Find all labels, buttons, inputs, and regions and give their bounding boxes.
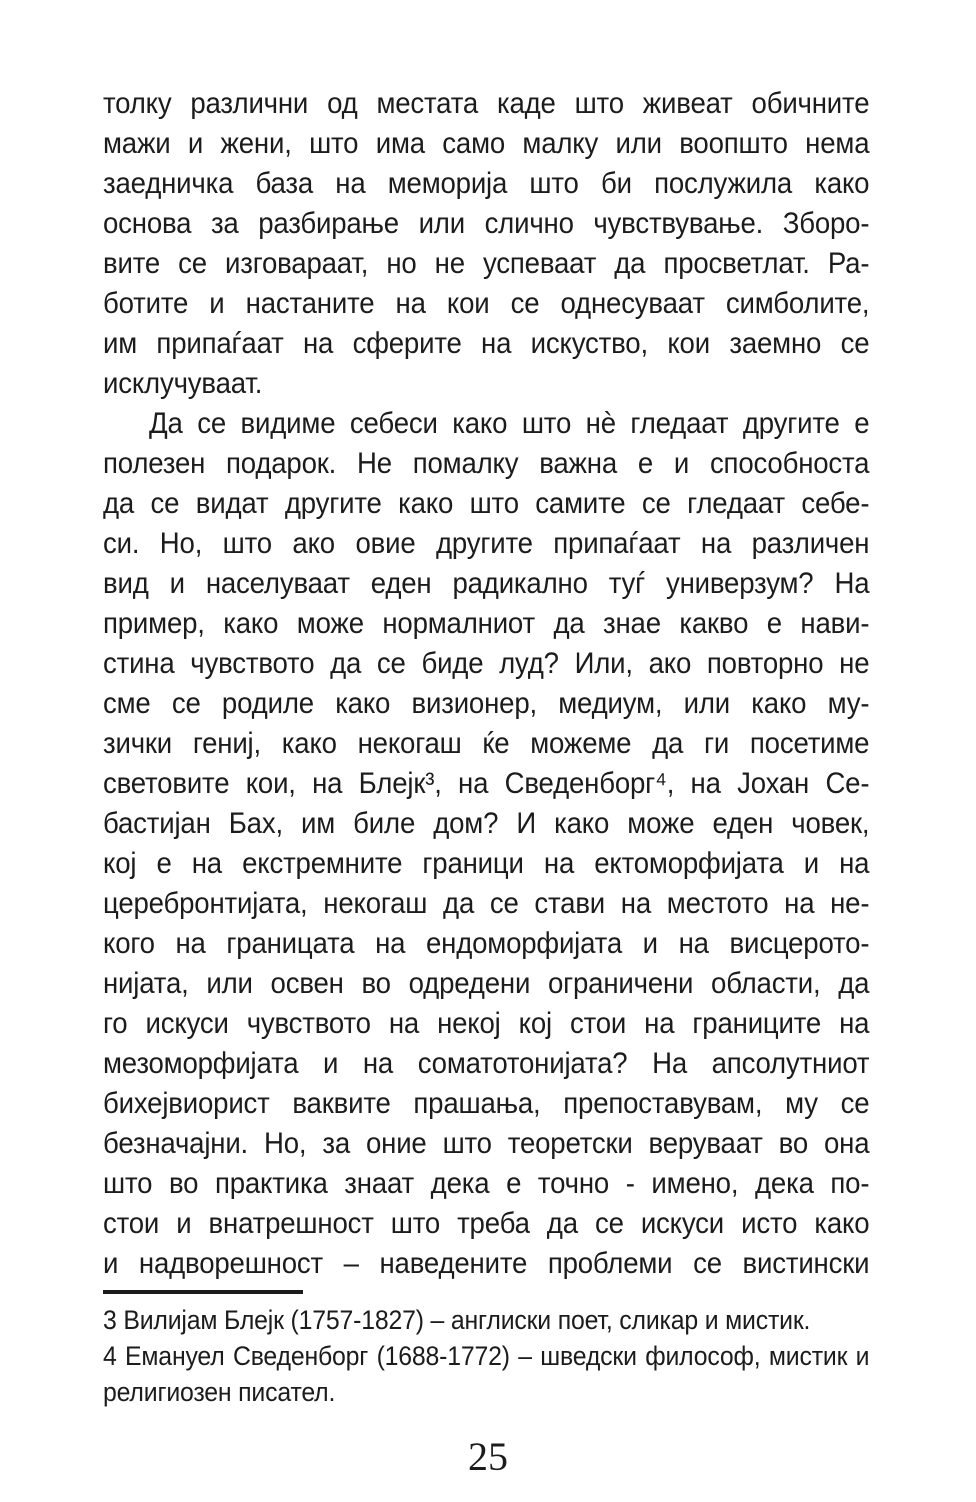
footnotes xyxy=(103,1302,936,1410)
text-line: религиозен писател. xyxy=(103,1377,336,1407)
text-line: вите се изговараат, но не успеваат да просветлат. Ра- xyxy=(103,247,870,280)
page-number: 25 xyxy=(468,1434,508,1479)
text-line: да се видат другите како што самите се гледаат себе- xyxy=(103,487,870,520)
text-line: вид и населуваат еден радикално туѓ универзум? На xyxy=(103,567,870,600)
text-line: толку различни од местата каде што живеат обичните xyxy=(103,87,870,120)
footnote-separator xyxy=(103,1290,303,1294)
text-line: зички гениј, како некогаш ќе можеме да ги посетиме xyxy=(103,727,870,760)
paragraph xyxy=(103,404,936,1284)
text-line: што во практика знаат дека е точно - имено, дека по- xyxy=(103,1167,870,1200)
text-line: полезен подарок. Не помалку важна е и способноста xyxy=(103,447,870,480)
text-line: бастијан Бах, им биле дом? И како може еден човек, xyxy=(103,807,870,840)
text-line: мажи и жени, што има само малку или воопшто нема xyxy=(103,127,870,160)
body-text xyxy=(103,84,936,1284)
text-line: 3 Вилијам Блејк (1757-1827) – англиски поет, сликар и мистик. xyxy=(103,1305,811,1335)
text-line: им припаѓаат на сферите на искуство, кои заемно се xyxy=(103,327,870,360)
text-line: сме се родиле како визионер, медиум, или како му- xyxy=(103,687,870,720)
text-line: Да се видиме себеси како што нѐ гледаат другите е xyxy=(149,407,870,440)
text-line: световите кои, на Блејк³, на Сведенборг⁴, на Јохан Се- xyxy=(103,767,870,800)
text-line: си. Но, што ако овие другите припаѓаат на различен xyxy=(103,527,870,560)
text-line: кој е на екстремните граници на ектоморфијата и на xyxy=(103,847,870,880)
text-line: пример, како може нормалниот да знае какво е нави- xyxy=(103,607,870,640)
text-line: кого на границата на ендоморфијата и на висцерото- xyxy=(103,927,870,960)
footnote xyxy=(103,1302,936,1338)
footnote xyxy=(103,1338,936,1410)
text-line: бихејвиорист ваквите прашања, препоставувам, му се xyxy=(103,1087,870,1120)
text-line: церебронтијата, некогаш да се стави на местото на не- xyxy=(103,887,870,920)
text-line: стои и внатрешност што треба да се искуси исто како xyxy=(103,1207,870,1240)
text-line: нијата, или освен во одредени ограничени области, да xyxy=(103,967,870,1000)
text-line: мезоморфијата и на соматотонијата? На апсолутниот xyxy=(103,1047,870,1080)
paragraph xyxy=(103,84,936,404)
text-line: стина чувството да се биде луд? Или, ако повторно не xyxy=(103,647,870,680)
text-line: го искуси чувството на некој кој стои на границите на xyxy=(103,1007,870,1040)
text-line: основа за разбирање или слично чувствување. Зборо- xyxy=(103,207,870,240)
text-line: заедничка база на меморија што би послужила како xyxy=(103,167,870,200)
text-line: безначајни. Но, за оние што теоретски веруваат во она xyxy=(103,1127,870,1160)
text-line: исклучуваат. xyxy=(103,367,263,400)
text-line: 4 Емануел Сведенборг (1688-1772) – шведски философ, мистик и xyxy=(103,1341,870,1371)
text-line: и надворешност – наведените проблеми се вистински xyxy=(103,1247,870,1280)
text-line: ботите и настаните на кои се однесуваат симболите, xyxy=(103,287,870,320)
